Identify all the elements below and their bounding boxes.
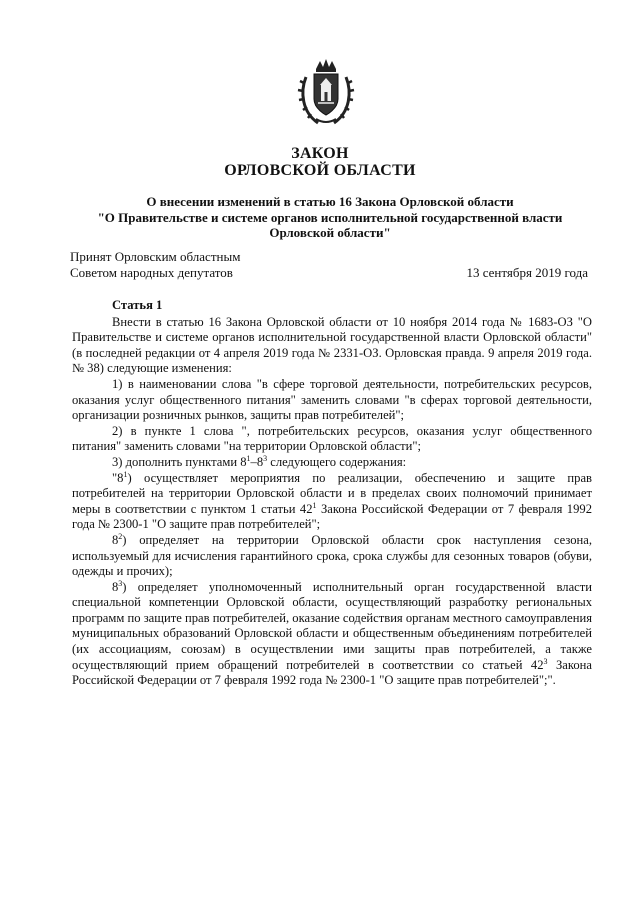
paragraph [72,455,592,471]
superscript: 3 [118,578,123,588]
paragraph: 2) в пункте 1 слова ", потребительских ресурсов, оказания услуг общественного питания" заменить словами "на территории Орловской области"; [72,423,592,454]
paragraph [72,533,592,580]
superscript: 3 [263,453,268,463]
superscript: 1 [123,469,128,479]
law-region: ОРЛОВСКОЙ ОБЛАСТИ [224,162,416,179]
subtitle-line: О внесении изменений в статью 16 Закона Орловской области [146,194,514,209]
paragraph: Внести в статью 16 Закона Орловской области от 10 ноября 2014 года № 1683-ОЗ "О Правительстве и системе органов исполнительной государственной власти Орловской области" (в последней редакции от 4 апреля 2019 года № 2331-ОЗ. Орловская правда. 9 апреля 2019 года. № 38) следующие изменения: [72,314,592,376]
superscript: 1 [312,500,317,510]
text-fragment: 3) дополнить пунктами 8 [112,454,247,469]
paragraph [72,580,592,689]
adoption-line: Принят Орловским областным [70,249,241,264]
superscript: 2 [118,531,123,541]
text-fragment: ) определяет на территории Орловской области срок наступления сезона, используемый для исчисления гарантийного срока, срока службы для сезонных товаров (обуви, одежды и прочих); [72,532,592,579]
article-heading: Статья 1 [112,298,163,312]
superscript: 3 [543,656,548,666]
adoption-note [70,249,240,281]
paragraph [72,471,592,533]
text-fragment: Закона Российской Федерации от 7 февраля 1992 года № 2300-1 "О защите прав потребителей"; [72,501,592,532]
coat-of-arms-icon [296,57,356,127]
text-fragment: "8 [112,470,124,485]
text-fragment: ) осуществляет мероприятия по реализации, обеспечению и защите прав потребителей на территории Орловской области и в пределах своих полномочий принимает меры в соответствии с пунктом 1 статьи 42 [72,470,592,516]
law-subtitle [60,194,600,241]
text-fragment: ) определяет уполномоченный исполнительный орган государственной власти специальной компетенции Орловской области, осуществляющий разработку региональных программ по защите прав потребителей, оказание содействия органам местного самоуправления муниципальных образований Орловской области и общественным объединениям потребителей (их ассоциациям, союзам) в осуществлении ими защиты прав потребителей, а также осуществляющий прием обращений потребителей в соответствии со статьей 42 [72,579,592,672]
text-fragment: Закона Российской Федерации от 7 февраля 1992 года № 2300-1 "О защите прав потребителей";". [72,657,592,688]
text-fragment: следующего содержания: [267,454,407,469]
law-title: ЗАКОН [291,145,349,162]
document-body [72,298,592,689]
text-fragment: –8 [250,454,264,469]
text-fragment: 8 [112,579,119,594]
subtitle-line: Орловской области" [269,225,391,240]
text-fragment: 8 [112,532,119,547]
superscript: 1 [246,453,251,463]
adoption-line: Советом народных депутатов [70,265,233,280]
adoption-date: 13 сентября 2019 года [466,265,588,280]
subtitle-line: "О Правительстве и системе органов исполнительной государственной власти [97,209,563,225]
paragraph: 1) в наименовании слова "в сфере торговой деятельности, потребительских ресурсов, оказания услуг общественного питания" заменить словами "в сферах торговой деятельности, организации розничных рынков, защиты прав потребителей"; [72,376,592,423]
